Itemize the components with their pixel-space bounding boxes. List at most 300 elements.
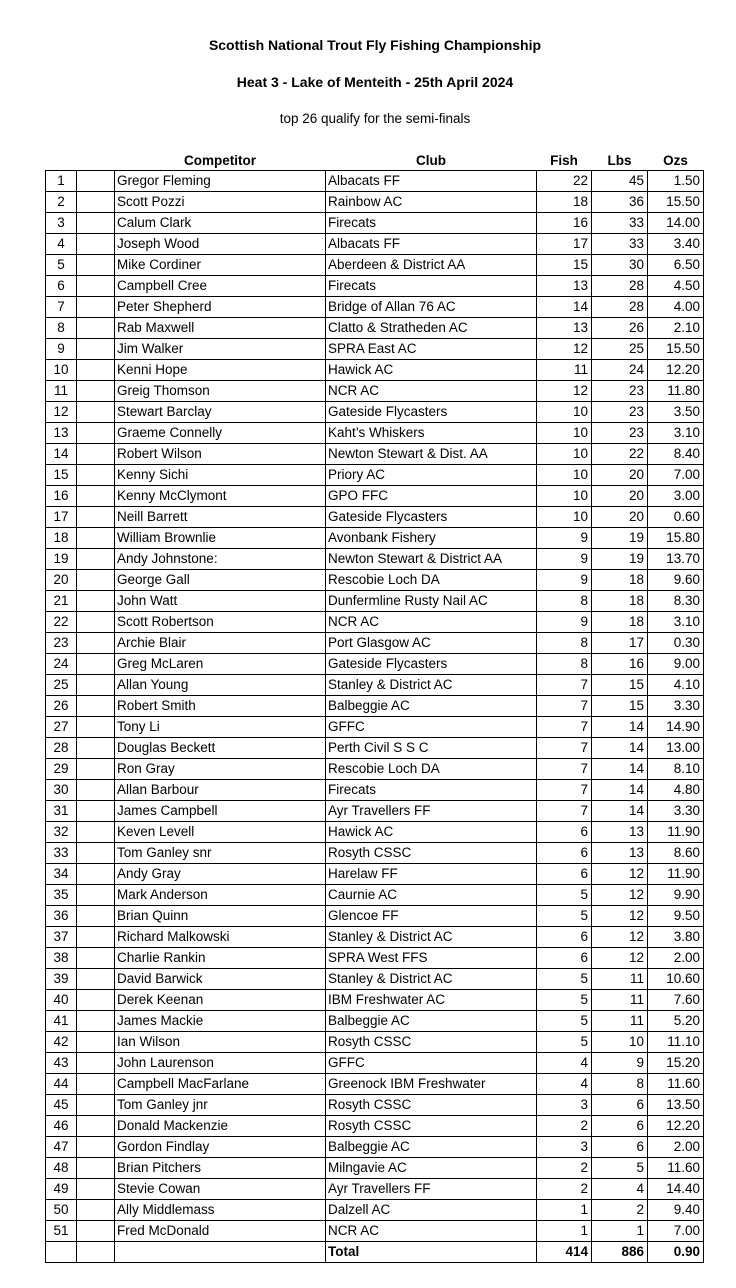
competitor-cell: Andy Johnstone: [115,549,326,570]
rank-cell: 15 [46,465,77,486]
page-subtitle: Heat 3 - Lake of Menteith - 25th April 2024 [236,74,514,90]
fish-cell: 7 [537,717,592,738]
club-cell: Rosyth CSSC [326,1032,537,1053]
table-row [46,171,704,192]
lbs-cell: 6 [592,1137,648,1158]
blank-cell [77,423,115,444]
ozs-cell: 3.10 [648,612,704,633]
club-cell: Stanley & District AC [326,675,537,696]
blank-cell [77,717,115,738]
fish-cell: 13 [537,318,592,339]
lbs-cell: 18 [592,591,648,612]
lbs-cell: 22 [592,444,648,465]
table-row [46,759,704,780]
rank-cell: 32 [46,822,77,843]
table-header-row [46,150,704,171]
club-cell: Dunfermline Rusty Nail AC [326,591,537,612]
ozs-cell: 9.00 [648,654,704,675]
table-row [46,717,704,738]
fish-cell: 8 [537,633,592,654]
rank-cell: 49 [46,1179,77,1200]
total-blank-1 [46,1242,77,1263]
blank-cell [77,696,115,717]
blank-cell [77,234,115,255]
rank-cell: 13 [46,423,77,444]
lbs-cell: 19 [592,549,648,570]
lbs-cell: 17 [592,633,648,654]
club-cell: Clatto & Stratheden AC [326,318,537,339]
competitor-cell: Douglas Beckett [115,738,326,759]
blank-cell [77,1116,115,1137]
blank-cell [77,990,115,1011]
table-row [46,591,704,612]
table-row [46,822,704,843]
fish-cell: 7 [537,675,592,696]
lbs-cell: 18 [592,570,648,591]
rank-cell: 23 [46,633,77,654]
blank-cell [77,612,115,633]
club-cell: Rescobie Loch DA [326,759,537,780]
club-cell: Rosyth CSSC [326,1116,537,1137]
fish-cell: 5 [537,1011,592,1032]
ozs-cell: 13.70 [648,549,704,570]
rank-cell: 19 [46,549,77,570]
table-row [46,213,704,234]
table-row [46,318,704,339]
table-row [46,486,704,507]
blank-cell [77,1053,115,1074]
total-row [46,1242,704,1263]
fish-cell: 10 [537,465,592,486]
table-row [46,696,704,717]
ozs-cell: 3.50 [648,402,704,423]
lbs-cell: 12 [592,885,648,906]
rank-cell: 30 [46,780,77,801]
club-cell: Albacats FF [326,234,537,255]
ozs-cell: 5.20 [648,1011,704,1032]
blank-cell [77,780,115,801]
blank-cell [77,738,115,759]
club-cell: Balbeggie AC [326,696,537,717]
table-row [46,864,704,885]
fish-cell: 7 [537,801,592,822]
table-row [46,507,704,528]
table-row [46,1137,704,1158]
competitor-cell: Stevie Cowan [115,1179,326,1200]
blank-cell [77,864,115,885]
lbs-cell: 45 [592,171,648,192]
ozs-cell: 1.50 [648,171,704,192]
blank-cell [77,1095,115,1116]
club-cell: Hawick AC [326,822,537,843]
fish-cell: 6 [537,948,592,969]
fish-cell: 5 [537,885,592,906]
lbs-cell: 33 [592,213,648,234]
table-row [46,423,704,444]
competitor-cell: Charlie Rankin [115,948,326,969]
competitor-cell: James Campbell [115,801,326,822]
competitor-cell: Richard Malkowski [115,927,326,948]
fish-cell: 10 [537,507,592,528]
blank-cell [77,591,115,612]
fish-cell: 9 [537,612,592,633]
competitor-cell: Gregor Fleming [115,171,326,192]
rank-cell: 6 [46,276,77,297]
table-row [46,1116,704,1137]
table-row [46,801,704,822]
competitor-cell: Tom Ganley snr [115,843,326,864]
competitor-cell: James Mackie [115,1011,326,1032]
blank-cell [77,1137,115,1158]
blank-cell [77,675,115,696]
fish-cell: 6 [537,864,592,885]
ozs-cell: 11.10 [648,1032,704,1053]
lbs-cell: 12 [592,864,648,885]
table-row [46,339,704,360]
ozs-cell: 4.00 [648,297,704,318]
club-cell: Firecats [326,780,537,801]
competitor-cell: Mike Cordiner [115,255,326,276]
lbs-cell: 6 [592,1095,648,1116]
club-cell: Rainbow AC [326,192,537,213]
lbs-cell: 14 [592,759,648,780]
ozs-cell: 7.00 [648,1221,704,1242]
total-label: Total [326,1242,537,1263]
table-row [46,990,704,1011]
club-cell: Firecats [326,213,537,234]
competitor-cell: Scott Pozzi [115,192,326,213]
fish-cell: 10 [537,402,592,423]
lbs-cell: 18 [592,612,648,633]
blank-cell [77,822,115,843]
competitor-cell: Gordon Findlay [115,1137,326,1158]
club-cell: Gateside Flycasters [326,654,537,675]
lbs-cell: 36 [592,192,648,213]
club-cell: Port Glasgow AC [326,633,537,654]
table-row [46,948,704,969]
fish-cell: 11 [537,360,592,381]
blank-cell [77,570,115,591]
competitor-cell: William Brownlie [115,528,326,549]
fish-cell: 9 [537,528,592,549]
rank-cell: 25 [46,675,77,696]
table-row [46,675,704,696]
table-row [46,1221,704,1242]
ozs-cell: 3.30 [648,696,704,717]
club-cell: Gateside Flycasters [326,507,537,528]
lbs-cell: 15 [592,696,648,717]
fish-cell: 6 [537,927,592,948]
blank-cell [77,948,115,969]
fish-cell: 2 [537,1179,592,1200]
table-body [46,171,704,1242]
rank-cell: 47 [46,1137,77,1158]
fish-cell: 5 [537,1032,592,1053]
rank-cell: 34 [46,864,77,885]
ozs-cell: 4.10 [648,675,704,696]
ozs-cell: 7.00 [648,465,704,486]
blank-cell [77,759,115,780]
fish-cell: 6 [537,822,592,843]
ozs-cell: 2.00 [648,948,704,969]
fish-cell: 5 [537,906,592,927]
club-cell: Priory AC [326,465,537,486]
lbs-cell: 20 [592,486,648,507]
competitor-cell: George Gall [115,570,326,591]
ozs-cell: 0.60 [648,507,704,528]
ozs-cell: 3.10 [648,423,704,444]
club-cell: Avonbank Fishery [326,528,537,549]
blank-cell [77,1158,115,1179]
ozs-cell: 11.60 [648,1158,704,1179]
fish-cell: 10 [537,486,592,507]
rank-cell: 35 [46,885,77,906]
fish-cell: 5 [537,969,592,990]
competitor-cell: Scott Robertson [115,612,326,633]
fish-cell: 1 [537,1221,592,1242]
club-cell: NCR AC [326,1221,537,1242]
competitor-cell: Brian Pitchers [115,1158,326,1179]
blank-cell [77,444,115,465]
total-ozs: 0.90 [648,1242,704,1263]
rank-cell: 36 [46,906,77,927]
rank-cell: 33 [46,843,77,864]
club-cell: Ayr Travellers FF [326,801,537,822]
table-row [46,381,704,402]
table-row [46,906,704,927]
rank-cell: 22 [46,612,77,633]
ozs-cell: 3.30 [648,801,704,822]
fish-cell: 9 [537,570,592,591]
rank-cell: 16 [46,486,77,507]
competitor-cell: Robert Smith [115,696,326,717]
blank-cell [77,549,115,570]
ozs-cell: 14.00 [648,213,704,234]
rank-cell: 43 [46,1053,77,1074]
rank-cell: 37 [46,927,77,948]
competitor-cell: Peter Shepherd [115,297,326,318]
blank-cell [77,381,115,402]
club-cell: Balbeggie AC [326,1011,537,1032]
lbs-cell: 10 [592,1032,648,1053]
table-row [46,192,704,213]
lbs-cell: 33 [592,234,648,255]
competitor-cell: Allan Young [115,675,326,696]
fish-cell: 7 [537,738,592,759]
competitor-cell: Joseph Wood [115,234,326,255]
total-fish: 414 [537,1242,592,1263]
ozs-cell: 14.40 [648,1179,704,1200]
table-row [46,1053,704,1074]
blank-cell [77,801,115,822]
competitor-cell: Fred McDonald [115,1221,326,1242]
club-cell: IBM Freshwater AC [326,990,537,1011]
competitor-cell: Ron Gray [115,759,326,780]
fish-cell: 1 [537,1200,592,1221]
lbs-cell: 23 [592,423,648,444]
fish-cell: 16 [537,213,592,234]
blank-cell [77,1032,115,1053]
lbs-cell: 19 [592,528,648,549]
club-cell: Gateside Flycasters [326,402,537,423]
rank-cell: 21 [46,591,77,612]
rank-cell: 12 [46,402,77,423]
rank-cell: 46 [46,1116,77,1137]
table-row [46,360,704,381]
lbs-cell: 11 [592,969,648,990]
header-blank [77,150,115,171]
ozs-cell: 4.80 [648,780,704,801]
club-cell: Balbeggie AC [326,1137,537,1158]
fish-cell: 10 [537,444,592,465]
competitor-cell: Jim Walker [115,339,326,360]
club-cell: Milngavie AC [326,1158,537,1179]
table-row [46,255,704,276]
header-competitor: Competitor [184,152,256,168]
fish-cell: 6 [537,843,592,864]
table-row [46,549,704,570]
lbs-cell: 13 [592,843,648,864]
competitor-cell: Kenny McClymont [115,486,326,507]
blank-cell [77,297,115,318]
table-row [46,633,704,654]
rank-cell: 27 [46,717,77,738]
total-lbs: 886 [592,1242,648,1263]
lbs-cell: 16 [592,654,648,675]
competitor-cell: Neill Barrett [115,507,326,528]
ozs-cell: 8.60 [648,843,704,864]
lbs-cell: 11 [592,990,648,1011]
rank-cell: 9 [46,339,77,360]
blank-cell [77,339,115,360]
ozs-cell: 7.60 [648,990,704,1011]
ozs-cell: 13.00 [648,738,704,759]
competitor-cell: Campbell MacFarlane [115,1074,326,1095]
lbs-cell: 14 [592,717,648,738]
rank-cell: 38 [46,948,77,969]
lbs-cell: 23 [592,381,648,402]
competitor-cell: Graeme Connelly [115,423,326,444]
fish-cell: 17 [537,234,592,255]
club-cell: SPRA East AC [326,339,537,360]
lbs-cell: 15 [592,675,648,696]
table-row [46,612,704,633]
lbs-cell: 14 [592,780,648,801]
lbs-cell: 20 [592,465,648,486]
header-lbs: Lbs [607,152,632,168]
rank-cell: 14 [46,444,77,465]
rank-cell: 2 [46,192,77,213]
competitor-cell: Mark Anderson [115,885,326,906]
rank-cell: 8 [46,318,77,339]
ozs-cell: 15.50 [648,339,704,360]
blank-cell [77,318,115,339]
blank-cell [77,1179,115,1200]
blank-cell [77,1221,115,1242]
club-cell: NCR AC [326,612,537,633]
qualification-note: top 26 qualify for the semi-finals [279,111,471,126]
competitor-cell: Kenni Hope [115,360,326,381]
blank-cell [77,633,115,654]
table-row [46,1095,704,1116]
blank-cell [77,192,115,213]
table-row [46,465,704,486]
blank-cell [77,465,115,486]
blank-cell [77,213,115,234]
rank-cell: 1 [46,171,77,192]
fish-cell: 2 [537,1116,592,1137]
fish-cell: 4 [537,1053,592,1074]
club-cell: Stanley & District AC [326,969,537,990]
competitor-cell: Stewart Barclay [115,402,326,423]
blank-cell [77,654,115,675]
rank-cell: 20 [46,570,77,591]
blank-cell [77,969,115,990]
rank-cell: 31 [46,801,77,822]
club-cell: Rosyth CSSC [326,1095,537,1116]
rank-cell: 42 [46,1032,77,1053]
ozs-cell: 12.20 [648,1116,704,1137]
fish-cell: 9 [537,549,592,570]
lbs-cell: 30 [592,255,648,276]
ozs-cell: 12.20 [648,360,704,381]
rank-cell: 39 [46,969,77,990]
table-row [46,969,704,990]
table-row [46,297,704,318]
ozs-cell: 11.60 [648,1074,704,1095]
club-cell: GFFC [326,1053,537,1074]
competitor-cell: David Barwick [115,969,326,990]
club-cell: Dalzell AC [326,1200,537,1221]
lbs-cell: 1 [592,1221,648,1242]
competitor-cell: Donald Mackenzie [115,1116,326,1137]
competitor-cell: Robert Wilson [115,444,326,465]
ozs-cell: 2.10 [648,318,704,339]
table-row [46,1032,704,1053]
rank-cell: 44 [46,1074,77,1095]
fish-cell: 8 [537,654,592,675]
ozs-cell: 15.20 [648,1053,704,1074]
competitor-cell: Archie Blair [115,633,326,654]
fish-cell: 12 [537,381,592,402]
fish-cell: 3 [537,1095,592,1116]
blank-cell [77,1200,115,1221]
header-club: Club [416,152,446,168]
fish-cell: 4 [537,1074,592,1095]
competitor-cell: Brian Quinn [115,906,326,927]
club-cell: Hawick AC [326,360,537,381]
competitor-cell: Greg McLaren [115,654,326,675]
table-row [46,1200,704,1221]
fish-cell: 14 [537,297,592,318]
club-cell: Kaht’s Whiskers [326,423,537,444]
rank-cell: 29 [46,759,77,780]
fish-cell: 5 [537,990,592,1011]
competitor-cell: Campbell Cree [115,276,326,297]
ozs-cell: 10.60 [648,969,704,990]
blank-cell [77,360,115,381]
lbs-cell: 13 [592,822,648,843]
blank-cell [77,1074,115,1095]
club-cell: Caurnie AC [326,885,537,906]
lbs-cell: 12 [592,927,648,948]
table-row [46,738,704,759]
header-ozs: Ozs [663,152,688,168]
lbs-cell: 20 [592,507,648,528]
club-cell: Firecats [326,276,537,297]
competitor-cell: Derek Keenan [115,990,326,1011]
blank-cell [77,927,115,948]
